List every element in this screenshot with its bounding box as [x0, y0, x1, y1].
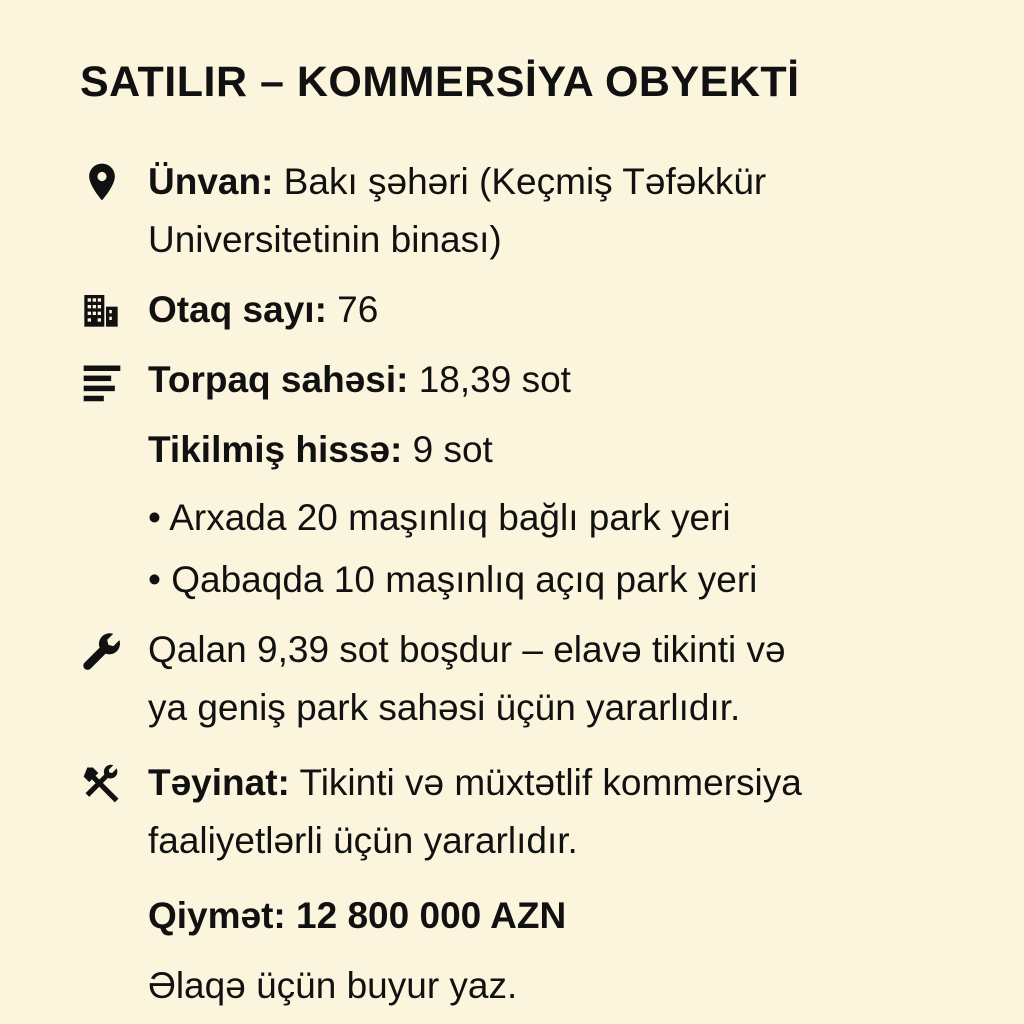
- parking-item-1: • Arxada 20 maşınlıq bağlı park yeri: [148, 497, 731, 538]
- land-value: 18,39 sot: [408, 359, 571, 400]
- rooms-line: [148, 282, 378, 338]
- address-label: Ünvan:: [148, 161, 274, 202]
- purpose-line-1: [148, 755, 802, 811]
- contact-line: Əlaqə üçün buyur yaz.: [148, 965, 518, 1006]
- address-value: Bakı şəhəri (Keçmiş Təfəkkür: [273, 161, 767, 202]
- hammer-wrench-icon: [80, 762, 124, 806]
- built-line: [148, 422, 493, 478]
- page-title: SATILIR – KOMMERSİYA OBYEKTİ: [80, 58, 800, 106]
- building-icon: [80, 290, 122, 330]
- built-value: 9 sot: [402, 429, 493, 470]
- price-value: 12 800 000 AZN: [285, 895, 567, 936]
- wrench-icon: [80, 630, 124, 674]
- land-label: Torpaq sahəsi:: [148, 359, 409, 400]
- lines-icon: [80, 360, 124, 404]
- purpose-value: Tikinti və müxtətlif kommersiya: [289, 762, 802, 803]
- purpose-line-2: faaliyetlərli üçün yararlıdır.: [148, 820, 578, 861]
- price-line: [148, 888, 566, 944]
- built-label: Tikilmiş hissə:: [148, 429, 403, 470]
- remaining-line-1: Qalan 9,39 sot boşdur – elavə tikinti və: [148, 629, 786, 670]
- purpose-label: Təyinat:: [148, 762, 290, 803]
- price-label: Qiymət:: [148, 895, 286, 936]
- rooms-value: 76: [326, 289, 379, 330]
- rooms-label: Otaq sayı:: [148, 289, 327, 330]
- address-line-1: [148, 154, 766, 210]
- remaining-line-2: ya geniş park sahəsi üçün yararlıdır.: [148, 687, 741, 728]
- location-pin-icon: [80, 160, 124, 204]
- parking-item-2: • Qabaqda 10 maşınlıq açıq park yeri: [148, 559, 758, 600]
- address-line-2: Universitetinin binası): [148, 219, 502, 260]
- land-line: [148, 352, 571, 408]
